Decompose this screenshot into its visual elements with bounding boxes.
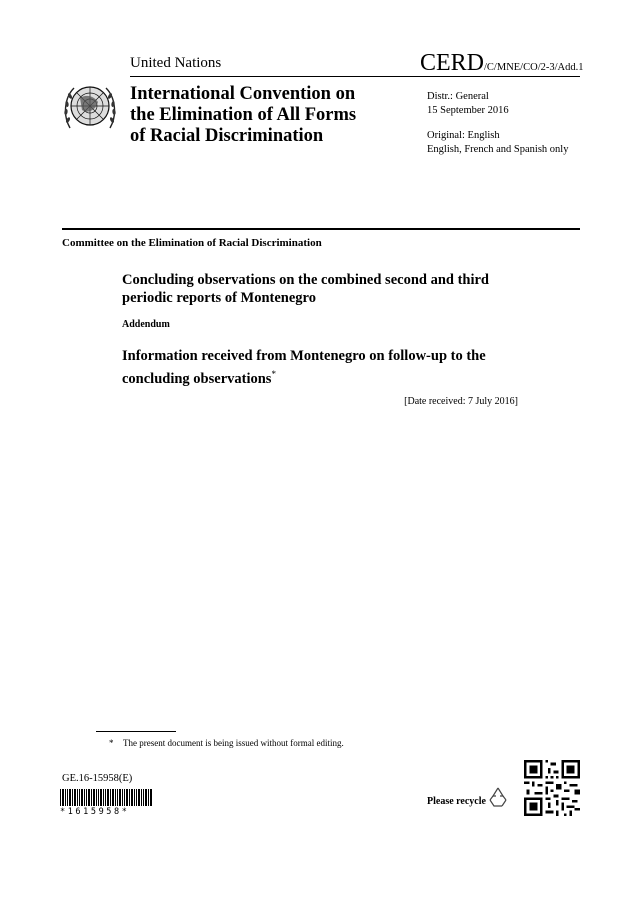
- symbol-suffix: /C/MNE/CO/2-3/Add.1: [484, 62, 584, 73]
- info-heading: [122, 347, 486, 388]
- symbol-prefix: CERD: [420, 50, 485, 76]
- section-rule: [62, 228, 580, 230]
- footnote-rule: [96, 731, 176, 732]
- distribution-block: [427, 90, 509, 118]
- concluding-heading: [122, 271, 489, 307]
- footnote: [109, 738, 344, 748]
- issue-date: 15 September 2016: [427, 105, 509, 116]
- heading-line: Concluding observations on the combined second and third: [122, 272, 489, 288]
- footnote-text: The present document is being issued without formal editing.: [123, 738, 344, 748]
- title-line: International Convention on: [130, 84, 356, 104]
- barcode-number: *1615958*: [60, 807, 130, 817]
- header-rule: [130, 76, 580, 77]
- org-name: United Nations: [130, 55, 222, 71]
- original-language: Original: English: [427, 130, 500, 141]
- document-symbol: [420, 50, 583, 77]
- footnote-mark: *: [109, 738, 114, 748]
- heading-line: periodic reports of Montenegro: [122, 290, 316, 306]
- recycle-icon: [487, 786, 509, 808]
- languages: English, French and Spanish only: [427, 144, 569, 155]
- language-block: [427, 129, 568, 157]
- title-line: of Racial Discrimination: [130, 126, 324, 146]
- committee-name: Committee on the Elimination of Racial Discrimination: [62, 237, 322, 249]
- un-emblem-icon: [62, 80, 118, 134]
- job-number: GE.16-15958(E): [62, 773, 133, 784]
- date-received: [Date received: 7 July 2016]: [404, 396, 518, 407]
- convention-title: [130, 84, 356, 147]
- barcode-icon: [60, 789, 152, 806]
- title-line: the Elimination of All Forms: [130, 105, 357, 125]
- recycle-label: Please recycle: [427, 796, 486, 807]
- heading-line: Information received from Montenegro on follow-up to the: [122, 348, 486, 364]
- addendum-label: Addendum: [122, 319, 170, 330]
- distribution: Distr.: General: [427, 91, 489, 102]
- heading-line: concluding observations: [122, 370, 272, 387]
- qr-code-icon: [524, 760, 580, 816]
- footnote-marker[interactable]: *: [271, 369, 276, 379]
